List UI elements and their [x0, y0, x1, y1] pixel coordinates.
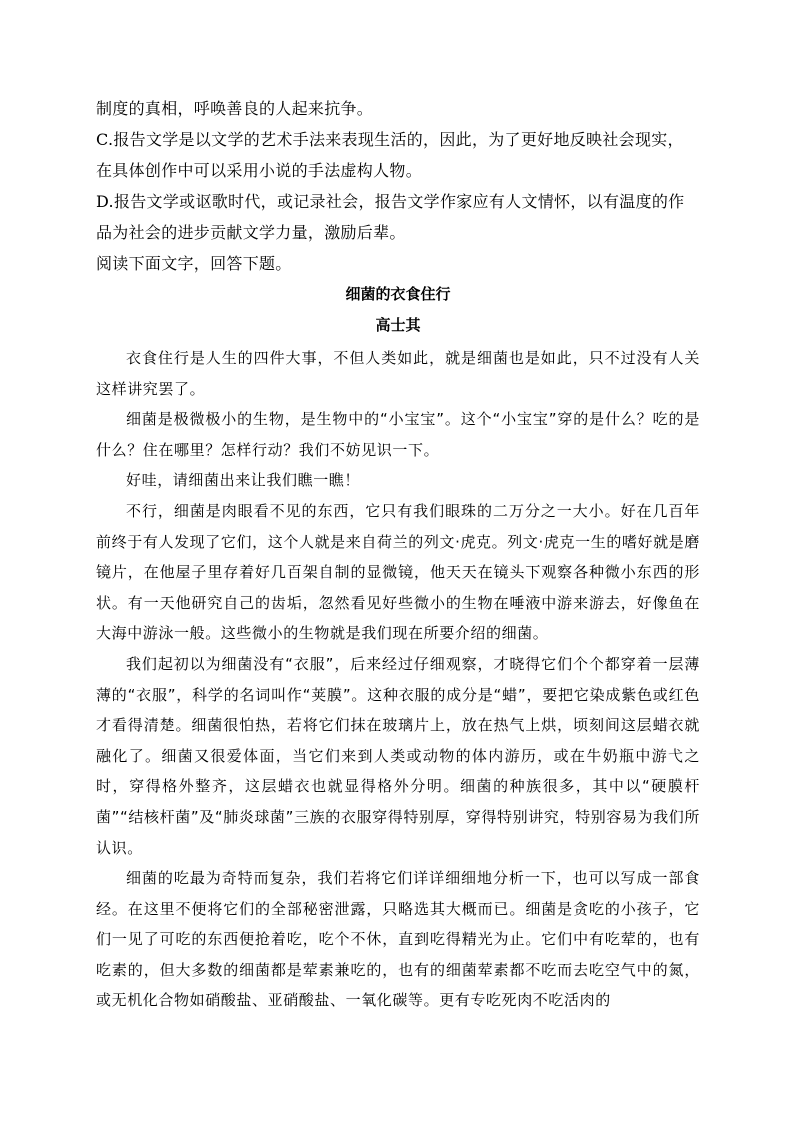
- article-author: 高士其: [375, 316, 421, 334]
- article-paragraph: 我们起初以为细菌没有“衣服”，后来经过仔细观察，才晓得它们个个都穿着一层薄薄的“衣服”，科学的名词叫作“荚膜”。这种衣服的成分是“蜡”，要把它染成紫色或红色才看得清楚。细菌很怕热，若将它们抹在玻璃片上，放在热气上烘，顷刻间这层蜡衣就融化了。细菌又很爱体面，当它们来到人类或动物的体内游历，或在牛奶瓶中游弋之时，穿得格外整齐，这层蜡衣也就显得格外分明。细菌的种族很多，其中以“硬膜杆菌”“结核杆菌”及“肺炎球菌”三族的衣服穿得特别厚，穿得特别讲究，特别容易为我们所认识。: [96, 654, 700, 857]
- article-title: 细菌的衣食住行: [345, 285, 451, 303]
- option-c: C.报告文学是以文学的艺术手法来表现生活的，因此，为了更好地反映社会现实，在具体创作中可以采用小说的手法虚构人物。: [96, 130, 684, 180]
- question-continuation: 制度的真相，呼唤善良的人起来抗争。: [96, 99, 374, 118]
- article-paragraph: 好哇，请细菌出来让我们瞧一瞧！: [126, 471, 361, 490]
- option-d: D.报告文学或讴歌时代，或记录社会，报告文学作家应有人文情怀，以有温度的作品为社会的进步贡献文学力量，激励后辈。: [96, 192, 685, 242]
- article-paragraph: 不行，细菌是肉眼看不见的东西，它只有我们眼珠的二万分之一大小。好在几百年前终于有人发现了它们，这个人就是来自荷兰的列文·虎克。列文·虎克一生的嗜好就是磨镜片，在他屋子里存着好几百架自制的显微镜，他天天在镜头下观察各种微小东西的形状。有一天他研究自己的齿垢，忽然看见好些微小的生物在唾液中游来游去，好像鱼在大海中游泳一般。这些微小的生物就是我们现在所要介绍的细菌。: [96, 501, 700, 643]
- reading-instruction: 阅读下面文字，回答下题。: [96, 254, 292, 273]
- article-paragraph: 细菌是极微极小的生物，是生物中的“小宝宝”。这个“小宝宝”穿的是什么？吃的是什么？住在哪里？怎样行动？我们不妨见识一下。: [96, 410, 700, 459]
- article-paragraph: 衣食住行是人生的四件大事，不但人类如此，就是细菌也是如此，只不过没有人关这样讲究罢了。: [96, 349, 700, 398]
- article-paragraph: 细菌的吃最为奇特而复杂，我们若将它们详详细细地分析一下，也可以写成一部食经。在这里不便将它们的全部秘密泄露，只略选其大概而已。细菌是贪吃的小孩子，它们一见了可吃的东西便抢着吃，吃个不休，直到吃得精光为止。它们中有吃荤的，也有吃素的，但大多数的细菌都是荤素兼吃的，也有的细菌荤素都不吃而去吃空气中的氮，或无机化合物如硝酸盐、亚硝酸盐、一氧化碳等。更有专吃死肉不吃活肉的: [96, 869, 700, 1010]
- article-body: [96, 343, 700, 1016]
